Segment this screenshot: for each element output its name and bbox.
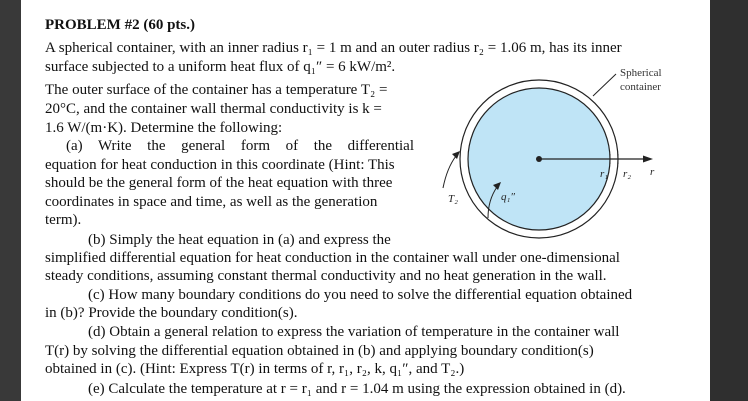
label-T2: T₂	[448, 193, 458, 205]
radial-axis-arrowhead	[643, 156, 653, 163]
text-line-14: (c) How many boundary conditions do you need to solve the differential equation obtained	[88, 287, 633, 303]
label-r: r	[650, 166, 655, 178]
text-line-18: obtained in (c). (Hint: Express T(r) in terms of r, r₁, r₂, k, q₁″, and T₂.)	[45, 361, 465, 377]
text-line-10: term).	[45, 212, 82, 228]
label-container: container	[620, 81, 661, 93]
problem-title: PROBLEM #2 (60 pts.)	[45, 17, 195, 33]
container-pointer-line	[593, 74, 616, 96]
text-line-19: (e) Calculate the temperature at r = r₁ and r = 1.04 m using the expression obtained in (d).	[88, 381, 626, 397]
text-line-2: surface subjected to a uniform heat flux of q₁″ = 6 kW/m².	[45, 59, 396, 75]
outer-temperature-arrowhead	[452, 151, 460, 159]
text-line-5: 1.6 W/(m·K). Determine the following:	[45, 120, 283, 136]
text-line-8: should be the general form of the heat equation with three	[45, 175, 393, 191]
spherical-container-figure	[417, 60, 707, 245]
text-line-9: coordinates in space and time, as well as the generation	[45, 194, 378, 210]
text-line-11: (b) Simply the heat equation in (a) and express the	[88, 232, 391, 248]
text-line-3: The outer surface of the container has a temperature T₂ =	[45, 82, 388, 98]
text-line-4: 20°C, and the container wall thermal conductivity is k =	[45, 101, 382, 117]
text-line-15: in (b)? Provide the boundary condition(s).	[45, 305, 298, 321]
label-r2: r₂	[623, 168, 632, 180]
label-r1: r₁	[600, 168, 609, 180]
right-margin-bar	[710, 0, 748, 401]
text-line-6: (a) Write the general form of the differential	[66, 138, 414, 154]
text-line-12: simplified differential equation for heat conduction in the container wall under one-dimensional	[45, 250, 620, 266]
text-line-7: equation for heat conduction in this coordinate (Hint: This	[45, 157, 395, 173]
text-line-16: (d) Obtain a general relation to express the variation of temperature in the container wall	[88, 324, 620, 340]
text-line-17: T(r) by solving the differential equation obtained in (b) and applying boundary condition(s)	[45, 343, 594, 359]
label-q1: q₁″	[501, 191, 515, 203]
label-spherical: Spherical	[620, 67, 662, 79]
center-point	[536, 156, 542, 162]
left-margin-bar	[0, 0, 21, 401]
text-line-13: steady conditions, assuming constant thermal conductivity and no heat generation in the wall.	[45, 268, 607, 284]
outer-temperature-arrow	[443, 156, 456, 188]
text-line-1: A spherical container, with an inner radius r₁ = 1 m and an outer radius r₂ = 1.06 m, has its inner	[45, 40, 622, 56]
document-page	[21, 0, 710, 401]
